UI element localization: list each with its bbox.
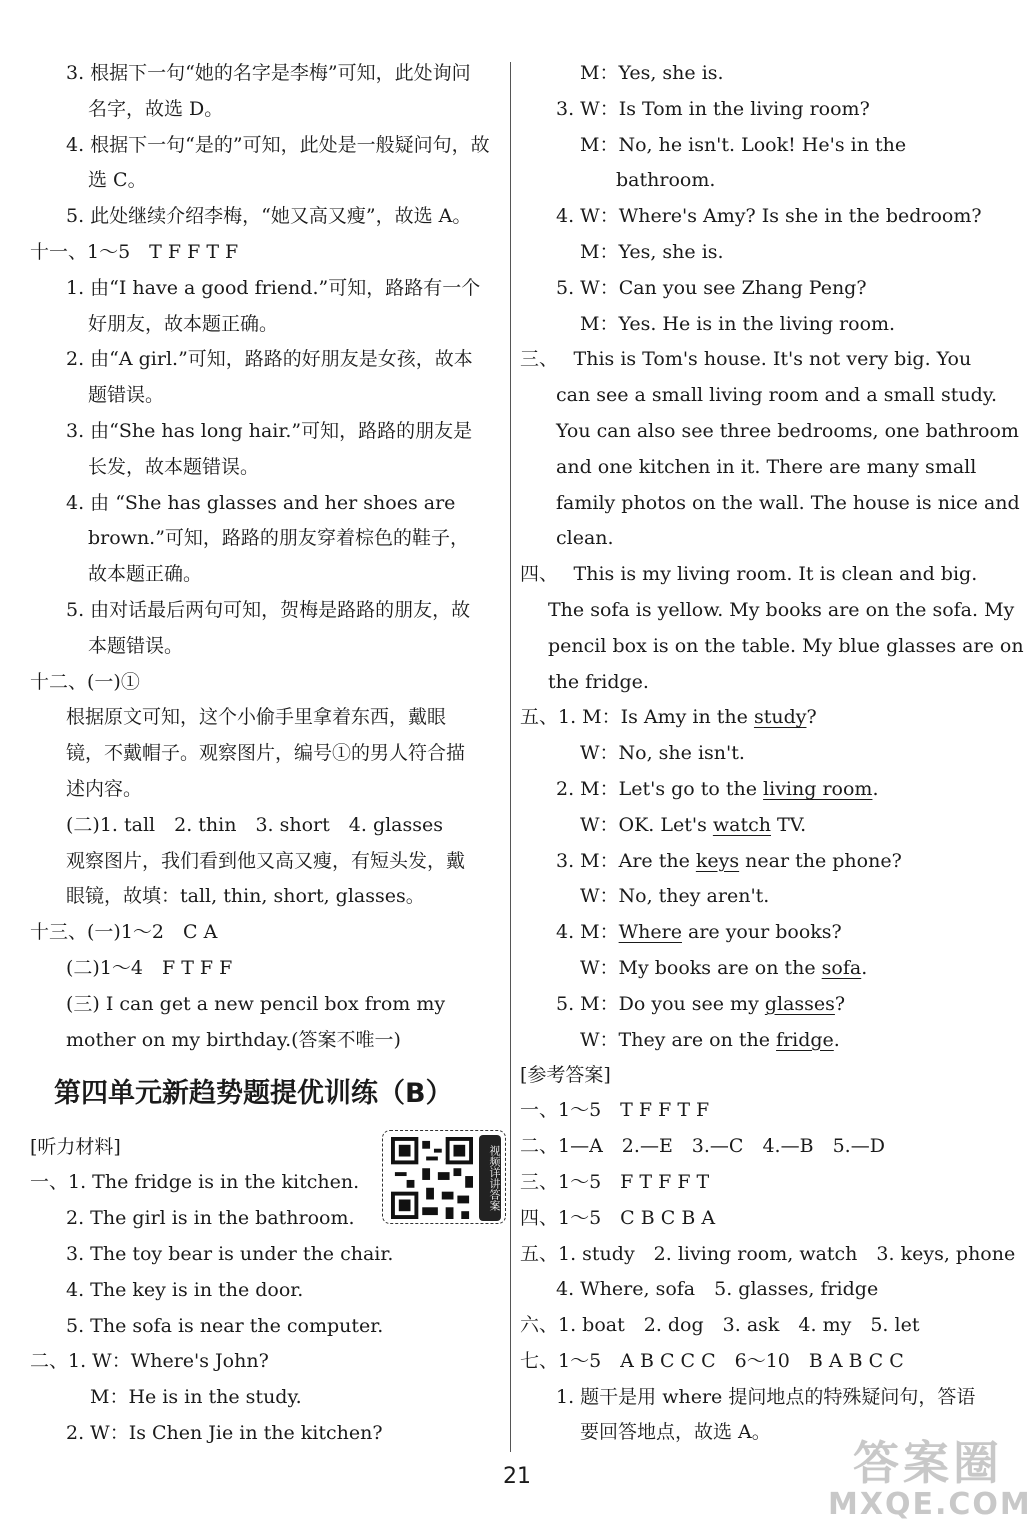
answer-line: 3. 根据下一句“她的名字是李梅”可知，此处询问 <box>66 62 471 84</box>
script-line: 一、1. The fridge is in the kitchen. <box>30 1171 360 1194</box>
underlined-answer: Where <box>618 921 682 944</box>
dialog-line: 五、1. M：Is Amy in the study? <box>520 706 817 729</box>
answer-line: 3. 由“She has long hair.”可知，路路的朋友是 <box>66 419 473 442</box>
script-line: bathroom. <box>616 169 716 192</box>
column-divider <box>510 62 511 1452</box>
script-line: M：Yes, she is. <box>580 62 724 84</box>
script-line: and one kitchen in it. There are many small <box>556 455 977 478</box>
answer-line: 观察图片，我们看到他又高又瘦，有短头发，戴 <box>66 849 466 872</box>
answer-line: 根据原文可知，这个小偷手里拿着东西，戴眼 <box>66 706 447 729</box>
answers-label: [参考答案] <box>520 1064 611 1087</box>
script-line: 2. The girl is in the bathroom. <box>66 1207 355 1230</box>
script-line: clean. <box>556 527 614 550</box>
answer-line: 故本题正确。 <box>88 563 203 586</box>
script-line: The sofa is yellow. My books are on the sofa. My <box>548 598 1015 621</box>
script-line: 4. The key is in the door. <box>66 1278 304 1301</box>
answer-line: 好朋友，故本题正确。 <box>88 312 279 335</box>
dialog-line: W：OK. Let's watch TV. <box>580 813 807 836</box>
dialog-line: W：They are on the fridge. <box>580 1028 840 1051</box>
answer-line: (二)1～4 F T F F <box>66 956 233 979</box>
listening-label: [听力材料] <box>30 1136 121 1159</box>
dialog-line: 2. M：Let's go to the living room. <box>556 777 879 800</box>
right-column <box>520 56 1024 1451</box>
underlined-answer: watch <box>712 813 771 836</box>
answer-line: 十二、(一)① <box>30 670 140 693</box>
answer-line: (三) I can get a new pencil box from my <box>66 992 446 1015</box>
answer-line: 二、1—A 2.—E 3.—C 4.—B 5.—D <box>520 1135 885 1158</box>
answer-line: 四、1～5 C B C B A <box>520 1206 716 1229</box>
underlined-answer: study <box>753 706 807 729</box>
answer-line: mother on my birthday.(答案不唯一) <box>66 1028 401 1051</box>
dialog-line: 4. M：Where are your books? <box>556 921 842 944</box>
script-line: 5. The sofa is near the computer. <box>66 1314 384 1337</box>
right-script-block <box>520 56 1024 700</box>
answer-line: 十一、1～5 T F F T F <box>30 240 239 263</box>
dialog-line: 3. M：Are the keys near the phone? <box>556 849 902 872</box>
script-line: family photos on the wall. The house is nice and <box>556 491 1020 514</box>
script-line: You can also see three bedrooms, one bathroom <box>556 419 1019 442</box>
answer-line: (二)1. tall 2. thin 3. short 4. glasses <box>66 813 444 836</box>
qr-code-icon <box>391 1137 473 1219</box>
script-line: 三、 This is Tom's house. It's not very big. You <box>520 348 972 371</box>
dialog-line: 5. M：Do you see my glasses? <box>556 992 846 1015</box>
watermark-top: 答案圈 <box>853 1436 1003 1490</box>
answer-line: 长发，故本题错误。 <box>88 455 260 478</box>
reference-answers <box>520 1093 1016 1451</box>
answer-line: 十三、(一)1～2 C A <box>30 921 218 944</box>
qr-code-box[interactable] <box>382 1130 506 1224</box>
script-line: the fridge. <box>548 670 649 693</box>
answer-line: 镜，不戴帽子。观察图片，编号①的男人符合描 <box>66 742 466 765</box>
watermark-logo <box>828 1436 1032 1528</box>
script-line: 四、 This is my living room. It is clean and big. <box>520 563 978 586</box>
answer-line: 4. 根据下一句“是的”可知，此处是一般疑问句，故 <box>66 133 490 156</box>
listening-block <box>30 1130 504 1451</box>
script-line: M：No, he isn't. Look! He's in the <box>580 133 907 156</box>
qr-caption: 视频详讲答案 <box>479 1135 501 1221</box>
dialog-line: W：My books are on the sofa. <box>580 956 868 979</box>
left-answer-block <box>30 56 504 1058</box>
answer-line: 本题错误。 <box>88 634 184 657</box>
underlined-answer: living room <box>763 777 873 800</box>
script-line: M：He is in the study. <box>90 1386 302 1409</box>
answer-line: 1. 由“I have a good friend.”可知，路路有一个 <box>66 276 481 299</box>
answer-line: 2. 由“A girl.”可知，路路的好朋友是女孩，故本 <box>66 348 473 371</box>
underlined-answer: fridge <box>776 1028 834 1051</box>
script-line: can see a small living room and a small study. <box>556 384 998 407</box>
script-line: 5. W：Can you see Zhang Peng? <box>556 276 867 299</box>
underlined-answer: keys <box>695 849 740 872</box>
dialog-block <box>520 700 990 1058</box>
answer-line: 五、1. study 2. living room, watch 3. keys, phone <box>520 1242 1016 1265</box>
script-line: pencil box is on the table. My blue glasses are on <box>548 634 1024 657</box>
underlined-answer: sofa <box>821 956 862 979</box>
answer-line: brown.”可知，路路的朋友穿着棕色的鞋子， <box>88 527 469 550</box>
answer-line: 5. 由对话最后两句可知，贺梅是路路的朋友，故 <box>66 598 471 621</box>
answer-line: 1. 题干是用 where 提问地点的特殊疑问句，答语 <box>556 1385 976 1408</box>
answer-line: 选 C。 <box>88 169 147 192</box>
answer-line: 要回答地点，故选 A。 <box>580 1421 771 1444</box>
answer-line: 六、1. boat 2. dog 3. ask 4. my 5. let <box>520 1314 920 1337</box>
answer-line: 题错误。 <box>88 384 165 407</box>
script-line: M：Yes, she is. <box>580 240 724 263</box>
answer-line: 三、1～5 F T F F T <box>520 1170 710 1193</box>
dialog-line: W：No, they aren't. <box>580 885 770 908</box>
script-line: M：Yes. He is in the living room. <box>580 312 896 335</box>
answer-line: 眼镜，故填：tall, thin, short, glasses。 <box>66 885 425 908</box>
script-line: 2. W：Is Chen Jie in the kitchen? <box>66 1421 383 1444</box>
script-line: 3. The toy bear is under the chair. <box>66 1242 394 1265</box>
left-column <box>30 56 504 1452</box>
answer-line: 七、1～5 A B C C C 6～10 B A B C C <box>520 1349 904 1372</box>
page-number: 21 <box>503 1464 531 1489</box>
script-line: 二、1. W：Where's John? <box>30 1350 269 1373</box>
answer-line: 名字，故选 D。 <box>88 97 224 120</box>
answer-line: 5. 此处继续介绍李梅，“她又高又瘦”，故选 A。 <box>66 205 472 228</box>
section-heading: 第四单元新趋势题提优训练（B） <box>54 1078 453 1110</box>
script-line: 4. W：Where's Amy? Is she in the bedroom? <box>556 205 982 228</box>
watermark-bottom: MXQE.COM <box>828 1487 1032 1522</box>
answer-line: 4. 由 “She has glasses and her shoes are <box>66 491 456 514</box>
answer-line: 4. Where, sofa 5. glasses, fridge <box>556 1278 879 1301</box>
answer-line: 一、1～5 T F F T F <box>520 1099 710 1122</box>
dialog-line: W：No, she isn't. <box>580 742 745 765</box>
underlined-answer: glasses <box>764 992 835 1015</box>
script-line: 3. W：Is Tom in the living room? <box>556 97 870 120</box>
answer-line: 述内容。 <box>66 777 143 800</box>
